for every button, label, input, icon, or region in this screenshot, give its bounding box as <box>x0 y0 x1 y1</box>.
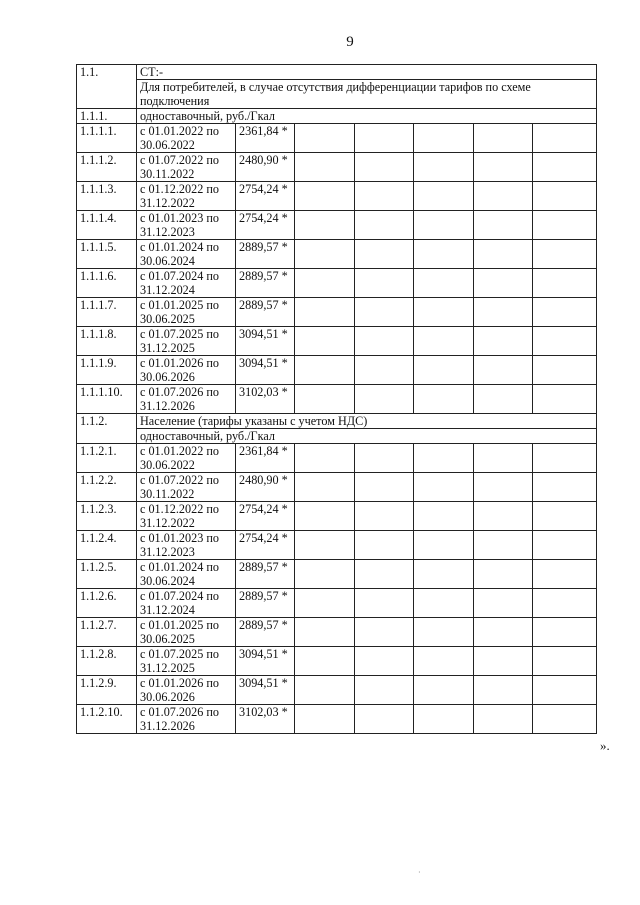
tariff-value: 2361,84 * <box>236 124 295 153</box>
tariff-row <box>77 560 597 589</box>
period-start: с 01.01.2024 по <box>140 240 219 254</box>
empty-cell <box>414 473 474 502</box>
period-end: 31.12.2026 <box>140 719 195 733</box>
empty-cell <box>533 153 597 182</box>
empty-cell <box>533 385 597 414</box>
empty-cell <box>414 124 474 153</box>
row-code: 1.1.1.4. <box>77 211 137 240</box>
row-code: 1.1.1.6. <box>77 269 137 298</box>
tariff-row <box>77 502 597 531</box>
tariff-row <box>77 705 597 734</box>
empty-cell <box>355 473 414 502</box>
empty-cell <box>414 356 474 385</box>
tariff-value: 2889,57 * <box>236 240 295 269</box>
empty-cell <box>533 560 597 589</box>
empty-cell <box>533 269 597 298</box>
empty-cell <box>533 240 597 269</box>
period-end: 31.12.2024 <box>140 283 195 297</box>
period-end: 30.06.2026 <box>140 690 195 704</box>
period-end: 31.12.2022 <box>140 516 195 530</box>
empty-cell <box>295 240 355 269</box>
row-code: 1.1.1.5. <box>77 240 137 269</box>
tariff-row <box>77 676 597 705</box>
empty-cell <box>533 298 597 327</box>
empty-cell <box>533 589 597 618</box>
empty-cell <box>295 356 355 385</box>
row-code: 1.1.2.7. <box>77 618 137 647</box>
empty-cell <box>355 298 414 327</box>
group-label: Население (тарифы указаны с учетом НДС) <box>137 414 597 429</box>
tariff-row <box>77 327 597 356</box>
empty-cell <box>295 618 355 647</box>
empty-cell <box>533 182 597 211</box>
period-end: 30.06.2025 <box>140 632 195 646</box>
empty-cell <box>533 211 597 240</box>
row-code: 1.1.1.8. <box>77 327 137 356</box>
period-end: 30.06.2025 <box>140 312 195 326</box>
empty-cell <box>474 502 533 531</box>
tariff-value: 3094,51 * <box>236 647 295 676</box>
section-subtitle-row <box>77 80 597 109</box>
empty-cell <box>533 705 597 734</box>
empty-cell <box>295 705 355 734</box>
empty-cell <box>414 298 474 327</box>
period-end: 31.12.2025 <box>140 341 195 355</box>
empty-cell <box>295 182 355 211</box>
empty-cell <box>355 327 414 356</box>
empty-cell <box>355 444 414 473</box>
empty-cell <box>295 502 355 531</box>
tariff-row <box>77 647 597 676</box>
empty-cell <box>474 705 533 734</box>
empty-cell <box>474 211 533 240</box>
empty-cell <box>474 385 533 414</box>
empty-cell <box>414 589 474 618</box>
empty-cell <box>355 618 414 647</box>
period-cell <box>137 589 236 618</box>
empty-cell <box>474 298 533 327</box>
empty-cell <box>414 153 474 182</box>
empty-cell <box>295 124 355 153</box>
tariff-value: 2361,84 * <box>236 444 295 473</box>
tariff-table <box>76 64 597 734</box>
period-cell <box>137 473 236 502</box>
empty-cell <box>533 676 597 705</box>
empty-cell <box>414 647 474 676</box>
tariff-row <box>77 269 597 298</box>
tariff-value: 3094,51 * <box>236 356 295 385</box>
empty-cell <box>474 153 533 182</box>
empty-cell <box>355 676 414 705</box>
empty-cell <box>474 473 533 502</box>
period-end: 30.06.2026 <box>140 370 195 384</box>
group-code: 1.1.2. <box>77 414 137 444</box>
empty-cell <box>295 385 355 414</box>
tariff-table-body <box>77 65 597 734</box>
period-end: 30.06.2024 <box>140 574 195 588</box>
empty-cell <box>295 589 355 618</box>
empty-cell <box>474 356 533 385</box>
empty-cell <box>414 182 474 211</box>
period-cell <box>137 153 236 182</box>
period-start: с 01.01.2026 по <box>140 356 219 370</box>
row-code: 1.1.2.1. <box>77 444 137 473</box>
tariff-value: 2754,24 * <box>236 531 295 560</box>
empty-cell <box>295 211 355 240</box>
tariff-row <box>77 240 597 269</box>
period-cell <box>137 298 236 327</box>
period-cell <box>137 560 236 589</box>
empty-cell <box>474 269 533 298</box>
empty-cell <box>414 531 474 560</box>
tariff-value: 2480,90 * <box>236 473 295 502</box>
period-cell <box>137 385 236 414</box>
tariff-value: 3094,51 * <box>236 676 295 705</box>
empty-cell <box>414 705 474 734</box>
tariff-row <box>77 531 597 560</box>
empty-cell <box>355 240 414 269</box>
empty-cell <box>533 618 597 647</box>
period-cell <box>137 676 236 705</box>
tariff-value: 2754,24 * <box>236 502 295 531</box>
footer-mark: · <box>418 868 421 877</box>
page-number: 9 <box>346 34 354 50</box>
period-cell <box>137 705 236 734</box>
empty-cell <box>474 676 533 705</box>
empty-cell <box>474 647 533 676</box>
tariff-value: 2754,24 * <box>236 182 295 211</box>
period-start: с 01.07.2026 по <box>140 705 219 719</box>
empty-cell <box>414 560 474 589</box>
period-start: с 01.07.2025 по <box>140 327 219 341</box>
period-start: с 01.07.2022 по <box>140 153 219 167</box>
tariff-row <box>77 298 597 327</box>
empty-cell <box>295 444 355 473</box>
row-code: 1.1.1.7. <box>77 298 137 327</box>
empty-cell <box>355 356 414 385</box>
empty-cell <box>533 327 597 356</box>
empty-cell <box>355 560 414 589</box>
period-start: с 01.01.2022 по <box>140 444 219 458</box>
period-cell <box>137 269 236 298</box>
row-code: 1.1.2.10. <box>77 705 137 734</box>
empty-cell <box>414 618 474 647</box>
period-cell <box>137 618 236 647</box>
section-subtitle: Для потребителей, в случае отсутствия дифференциации тарифов по схеме подключения <box>137 80 597 109</box>
empty-cell <box>355 385 414 414</box>
empty-cell <box>474 589 533 618</box>
period-start: с 01.07.2024 по <box>140 589 219 603</box>
period-cell <box>137 211 236 240</box>
tariff-row <box>77 356 597 385</box>
empty-cell <box>295 473 355 502</box>
row-code: 1.1.2.4. <box>77 531 137 560</box>
period-end: 31.12.2022 <box>140 196 195 210</box>
empty-cell <box>474 618 533 647</box>
empty-cell <box>474 240 533 269</box>
tariff-row <box>77 182 597 211</box>
period-cell <box>137 647 236 676</box>
period-cell <box>137 531 236 560</box>
period-cell <box>137 502 236 531</box>
empty-cell <box>355 531 414 560</box>
period-end: 30.06.2024 <box>140 254 195 268</box>
period-end: 30.06.2022 <box>140 458 195 472</box>
tariff-value: 3102,03 * <box>236 385 295 414</box>
tariff-row <box>77 153 597 182</box>
row-code: 1.1.1.2. <box>77 153 137 182</box>
closing-quote: ». <box>600 738 610 753</box>
empty-cell <box>414 676 474 705</box>
period-start: с 01.01.2023 по <box>140 211 219 225</box>
period-cell <box>137 444 236 473</box>
row-code: 1.1.2.9. <box>77 676 137 705</box>
period-start: с 01.07.2024 по <box>140 269 219 283</box>
empty-cell <box>474 327 533 356</box>
empty-cell <box>533 531 597 560</box>
group-header-row <box>77 414 597 429</box>
period-start: с 01.07.2026 по <box>140 385 219 399</box>
period-cell <box>137 327 236 356</box>
empty-cell <box>295 153 355 182</box>
period-end: 30.11.2022 <box>140 487 195 501</box>
empty-cell <box>295 647 355 676</box>
empty-cell <box>414 502 474 531</box>
tariff-row <box>77 124 597 153</box>
empty-cell <box>533 356 597 385</box>
period-start: с 01.01.2025 по <box>140 618 219 632</box>
period-end: 31.12.2023 <box>140 225 195 239</box>
empty-cell <box>474 182 533 211</box>
period-start: с 01.01.2025 по <box>140 298 219 312</box>
empty-cell <box>355 124 414 153</box>
empty-cell <box>355 211 414 240</box>
empty-cell <box>414 327 474 356</box>
empty-cell <box>533 473 597 502</box>
period-cell <box>137 182 236 211</box>
empty-cell <box>355 502 414 531</box>
tariff-value: 2889,57 * <box>236 298 295 327</box>
period-start: с 01.01.2024 по <box>140 560 219 574</box>
period-start: с 01.12.2022 по <box>140 502 219 516</box>
empty-cell <box>414 444 474 473</box>
row-code: 1.1.2.2. <box>77 473 137 502</box>
row-code: 1.1.1.9. <box>77 356 137 385</box>
empty-cell <box>295 327 355 356</box>
period-end: 31.12.2024 <box>140 603 195 617</box>
row-code: 1.1.2.6. <box>77 589 137 618</box>
empty-cell <box>474 124 533 153</box>
empty-cell <box>474 560 533 589</box>
empty-cell <box>355 182 414 211</box>
tariff-row <box>77 618 597 647</box>
period-end: 31.12.2023 <box>140 545 195 559</box>
group-header-row <box>77 109 597 124</box>
period-start: с 01.01.2026 по <box>140 676 219 690</box>
period-start: с 01.07.2022 по <box>140 473 219 487</box>
tariff-row <box>77 385 597 414</box>
row-code: 1.1.1.10. <box>77 385 137 414</box>
period-start: с 01.07.2025 по <box>140 647 219 661</box>
empty-cell <box>533 444 597 473</box>
rate-type-label: одноставочный, руб./Гкал <box>137 429 597 444</box>
period-cell <box>137 124 236 153</box>
tariff-row <box>77 473 597 502</box>
empty-cell <box>533 502 597 531</box>
empty-cell <box>355 705 414 734</box>
period-end: 30.06.2022 <box>140 138 195 152</box>
tariff-row <box>77 589 597 618</box>
empty-cell <box>533 124 597 153</box>
tariff-value: 2889,57 * <box>236 589 295 618</box>
period-end: 30.11.2022 <box>140 167 195 181</box>
rate-type-row <box>77 429 597 444</box>
tariff-value: 2480,90 * <box>236 153 295 182</box>
section-header-row <box>77 65 597 80</box>
period-end: 31.12.2026 <box>140 399 195 413</box>
empty-cell <box>533 647 597 676</box>
period-cell <box>137 240 236 269</box>
period-start: с 01.01.2023 по <box>140 531 219 545</box>
empty-cell <box>414 269 474 298</box>
empty-cell <box>295 269 355 298</box>
period-end: 31.12.2025 <box>140 661 195 675</box>
empty-cell <box>474 531 533 560</box>
tariff-value: 2754,24 * <box>236 211 295 240</box>
section-title: СТ:- <box>137 65 597 80</box>
empty-cell <box>355 269 414 298</box>
section-code: 1.1. <box>77 65 137 109</box>
empty-cell <box>474 444 533 473</box>
tariff-row <box>77 211 597 240</box>
empty-cell <box>414 240 474 269</box>
tariff-value: 2889,57 * <box>236 618 295 647</box>
empty-cell <box>295 298 355 327</box>
row-code: 1.1.2.8. <box>77 647 137 676</box>
row-code: 1.1.2.3. <box>77 502 137 531</box>
row-code: 1.1.1.1. <box>77 124 137 153</box>
period-start: с 01.12.2022 по <box>140 182 219 196</box>
empty-cell <box>414 385 474 414</box>
tariff-value: 2889,57 * <box>236 269 295 298</box>
row-code: 1.1.2.5. <box>77 560 137 589</box>
empty-cell <box>295 676 355 705</box>
tariff-row <box>77 444 597 473</box>
empty-cell <box>355 153 414 182</box>
empty-cell <box>295 560 355 589</box>
empty-cell <box>355 589 414 618</box>
group-code: 1.1.1. <box>77 109 137 124</box>
tariff-value: 3094,51 * <box>236 327 295 356</box>
tariff-value: 2889,57 * <box>236 560 295 589</box>
period-cell <box>137 356 236 385</box>
empty-cell <box>295 531 355 560</box>
empty-cell <box>414 211 474 240</box>
period-start: с 01.01.2022 по <box>140 124 219 138</box>
empty-cell <box>355 647 414 676</box>
row-code: 1.1.1.3. <box>77 182 137 211</box>
rate-type-label: одноставочный, руб./Гкал <box>137 109 597 124</box>
tariff-value: 3102,03 * <box>236 705 295 734</box>
